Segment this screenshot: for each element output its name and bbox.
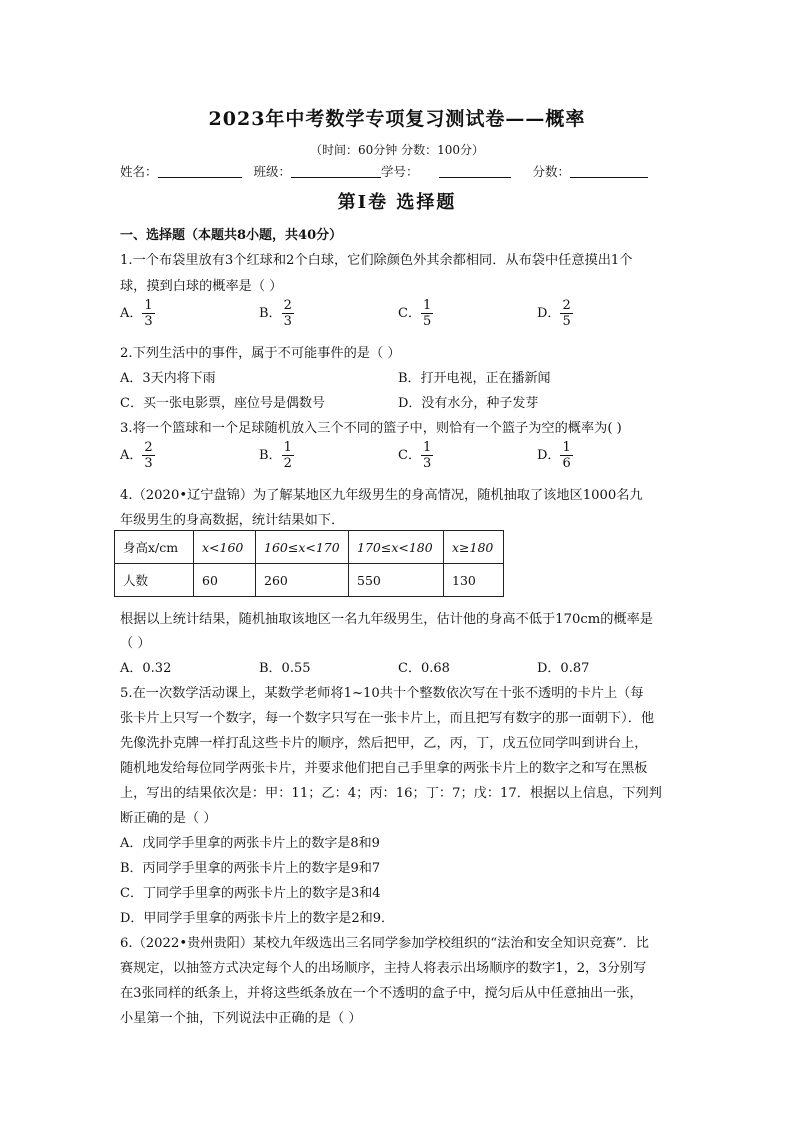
q4-line1: 4.（2020•辽宁盘锦）为了解某地区九年级男生的身高情况，随机抽取了该地区1000名九 — [120, 488, 643, 503]
table-header-cell: 身高x/cm — [115, 531, 194, 564]
q3-line1: 3.将一个篮球和一个足球随机放入三个不同的篮子中，则恰有一个篮子为空的概率为( ) — [120, 421, 622, 436]
part-title: 第Ⅰ卷 选择题 — [337, 192, 457, 213]
q1-line2: 球，摸到白球的概率是（ ） — [120, 279, 283, 294]
q1-line1: 1.一个布袋里放有3个红球和2个白球，它们除颜色外其余都相同．从布袋中任意摸出1个 — [120, 253, 633, 268]
name-field[interactable] — [158, 164, 242, 178]
table-header-cell: x≥180 — [444, 531, 504, 564]
q4-line4: （ ） — [120, 636, 151, 651]
student-info-row — [120, 162, 648, 180]
q2-option-c: C．买一张电影票，座位号是偶数号 — [120, 396, 325, 411]
q6-line4: 小星第一个抽，下列说法中正确的是（ ） — [120, 1011, 362, 1026]
q5-line1: 5.在一次数学活动课上，某数学老师将1~10共十个整数依次写在十张不透明的卡片上（每 — [120, 686, 644, 701]
q3-option-c: C． $\frac{1}{3}$ — [398, 440, 432, 471]
q4-option-a: A．0.32 — [120, 661, 172, 676]
table-cell: 550 — [349, 564, 444, 597]
q2-option-b: B．打开电视，正在播新闻 — [398, 371, 551, 386]
q1-option-d: D． $\frac{2}{5}$ — [537, 298, 571, 329]
q2-option-a: A．3天内将下雨 — [120, 371, 216, 386]
table-cell: 130 — [444, 564, 504, 597]
q4-line3: 根据以上统计结果，随机抽取该地区一名九年级男生，估计他的身高不低于170cm的概率是 — [120, 612, 653, 627]
q4-option-d: D．0.87 — [537, 661, 590, 676]
height-stats-table — [114, 530, 504, 597]
q5-option-a: A．戊同学手里拿的两张卡片上的数字是8和9 — [120, 836, 380, 851]
q5-line2: 张卡片上只写一个数字，每一个数字只写在一张卡片上，而且把写有数字的那一面朝下）．他 — [120, 711, 655, 726]
q2-line1: 2.下列生活中的事件，属于不可能事件的是（ ） — [120, 346, 401, 361]
q1-option-a: A． $\frac{1}{3}$ — [120, 298, 153, 329]
q5-line4: 随机地发给每位同学两张卡片，并要求他们把自己手里拿的两张卡片上的数字之和写在黑板 — [120, 761, 648, 776]
table-cell: 60 — [194, 564, 256, 597]
q6-line1: 6.（2022•贵州贵阳）某校九年级选出三名同学参加学校组织的“法治和安全知识竞赛”．比 — [120, 936, 649, 951]
q5-option-d: D．甲同学手里拿的两张卡片上的数字是2和9． — [120, 911, 394, 926]
q3-option-d: D． $\frac{1}{6}$ — [537, 440, 571, 471]
class-label: 班级： — [253, 164, 291, 179]
q5-option-c: C．丁同学手里拿的两张卡片上的数字是3和4 — [120, 886, 381, 901]
name-label: 姓名： — [120, 164, 158, 179]
section-heading: 一、选择题（本题共8小题，共40分） — [120, 228, 343, 243]
score-field[interactable] — [570, 164, 648, 178]
q5-line3: 先像洗扑克牌一样打乱这些卡片的顺序，然后把甲，乙，丙，丁，戊五位同学叫到讲台上， — [120, 736, 648, 751]
q2-option-d: D．没有水分，种子发芽 — [398, 396, 539, 411]
q3-option-a: A． $\frac{2}{3}$ — [120, 440, 153, 471]
q1-option-c: C． $\frac{1}{5}$ — [398, 298, 432, 329]
table-row-label: 人数 — [115, 564, 194, 597]
q6-line2: 赛规定，以抽签方式决定每个人的出场顺序，主持人将表示出场顺序的数字1，2，3分别写 — [120, 961, 647, 976]
table-header-cell: 160≤x<170 — [256, 531, 349, 564]
table-header-cell: x<160 — [194, 531, 256, 564]
q1-option-b: B． $\frac{2}{3}$ — [259, 298, 292, 329]
q4-line2: 年级男生的身高数据，统计结果如下． — [120, 513, 345, 528]
id-field[interactable] — [439, 164, 511, 178]
q5-option-b: B．丙同学手里拿的两张卡片上的数字是9和7 — [120, 861, 381, 876]
class-field[interactable] — [291, 164, 381, 178]
q4-option-c: C．0.68 — [398, 661, 450, 676]
q6-line3: 在3张同样的纸条上，并将这些纸条放在一个不透明的盒子中，搅匀后从中任意抽出一张， — [120, 986, 643, 1001]
table-header-cell: 170≤x<180 — [349, 531, 444, 564]
q3-option-b: B． $\frac{1}{2}$ — [259, 440, 292, 471]
exam-subtitle: （时间：60分钟 分数：100分） — [310, 143, 484, 157]
exam-title: 2023年中考数学专项复习测试卷——概率 — [208, 108, 586, 130]
id-label: 学号： — [381, 164, 419, 179]
score-label: 分数： — [532, 164, 570, 179]
table-header-row — [115, 531, 504, 564]
q5-line6: 断正确的是（ ） — [120, 811, 217, 826]
q5-line5: 上，写出的结果依次是：甲：11；乙：4；丙：16；丁：7；戊：17．根据以上信息，下列判 — [120, 786, 662, 801]
table-row — [115, 564, 504, 597]
q4-option-b: B．0.55 — [259, 661, 311, 676]
table-cell: 260 — [256, 564, 349, 597]
